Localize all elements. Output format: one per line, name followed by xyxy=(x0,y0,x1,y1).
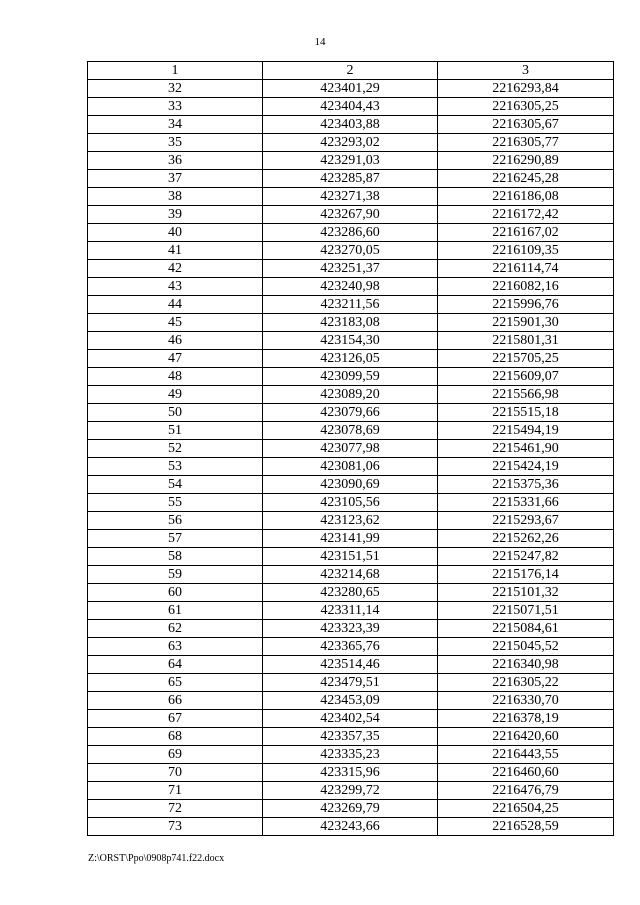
y-coordinate-cell: 2216528,59 xyxy=(438,818,614,836)
x-coordinate-cell: 423291,03 xyxy=(263,152,438,170)
table-row xyxy=(88,710,614,728)
table-row xyxy=(88,530,614,548)
x-coordinate-cell: 423271,38 xyxy=(263,188,438,206)
table-row xyxy=(88,764,614,782)
table-row xyxy=(88,440,614,458)
table-row xyxy=(88,422,614,440)
point-number-cell: 35 xyxy=(88,134,263,152)
x-coordinate-cell: 423243,66 xyxy=(263,818,438,836)
point-number-cell: 37 xyxy=(88,170,263,188)
x-coordinate-cell: 423141,99 xyxy=(263,530,438,548)
table-row xyxy=(88,134,614,152)
table-row xyxy=(88,350,614,368)
x-coordinate-cell: 423365,76 xyxy=(263,638,438,656)
point-number-cell: 54 xyxy=(88,476,263,494)
y-coordinate-cell: 2216172,42 xyxy=(438,206,614,224)
point-number-cell: 53 xyxy=(88,458,263,476)
point-number-cell: 32 xyxy=(88,80,263,98)
point-number-cell: 47 xyxy=(88,350,263,368)
coordinates-table xyxy=(87,61,614,836)
y-coordinate-cell: 2215101,32 xyxy=(438,584,614,602)
table-row xyxy=(88,116,614,134)
footer-file-path: Z:\ORST\Ppo\0908p741.f22.docx xyxy=(88,853,225,864)
point-number-cell: 40 xyxy=(88,224,263,242)
table-row xyxy=(88,620,614,638)
x-coordinate-cell: 423078,69 xyxy=(263,422,438,440)
table-row xyxy=(88,782,614,800)
table-row xyxy=(88,476,614,494)
y-coordinate-cell: 2216290,89 xyxy=(438,152,614,170)
x-coordinate-cell: 423323,39 xyxy=(263,620,438,638)
point-number-cell: 65 xyxy=(88,674,263,692)
point-number-cell: 52 xyxy=(88,440,263,458)
y-coordinate-cell: 2215424,19 xyxy=(438,458,614,476)
y-coordinate-cell: 2216305,25 xyxy=(438,98,614,116)
y-coordinate-cell: 2216186,08 xyxy=(438,188,614,206)
table-row xyxy=(88,656,614,674)
y-coordinate-cell: 2215262,26 xyxy=(438,530,614,548)
y-coordinate-cell: 2216476,79 xyxy=(438,782,614,800)
table-row xyxy=(88,386,614,404)
point-number-cell: 38 xyxy=(88,188,263,206)
table-body xyxy=(88,80,614,836)
y-coordinate-cell: 2216293,84 xyxy=(438,80,614,98)
y-coordinate-cell: 2216245,28 xyxy=(438,170,614,188)
point-number-cell: 71 xyxy=(88,782,263,800)
table-row xyxy=(88,260,614,278)
point-number-cell: 44 xyxy=(88,296,263,314)
y-coordinate-cell: 2215515,18 xyxy=(438,404,614,422)
table-row xyxy=(88,368,614,386)
y-coordinate-cell: 2215176,14 xyxy=(438,566,614,584)
x-coordinate-cell: 423123,62 xyxy=(263,512,438,530)
x-coordinate-cell: 423126,05 xyxy=(263,350,438,368)
x-coordinate-cell: 423402,54 xyxy=(263,710,438,728)
table-row xyxy=(88,206,614,224)
table-row xyxy=(88,332,614,350)
x-coordinate-cell: 423285,87 xyxy=(263,170,438,188)
point-number-cell: 67 xyxy=(88,710,263,728)
y-coordinate-cell: 2215375,36 xyxy=(438,476,614,494)
x-coordinate-cell: 423090,69 xyxy=(263,476,438,494)
table-row xyxy=(88,224,614,242)
x-coordinate-cell: 423105,56 xyxy=(263,494,438,512)
x-coordinate-cell: 423404,43 xyxy=(263,98,438,116)
x-coordinate-cell: 423183,08 xyxy=(263,314,438,332)
point-number-cell: 33 xyxy=(88,98,263,116)
point-number-cell: 60 xyxy=(88,584,263,602)
table-row xyxy=(88,152,614,170)
table-row xyxy=(88,296,614,314)
x-coordinate-cell: 423154,30 xyxy=(263,332,438,350)
table-row xyxy=(88,98,614,116)
y-coordinate-cell: 2215461,90 xyxy=(438,440,614,458)
table-row xyxy=(88,746,614,764)
table-row xyxy=(88,548,614,566)
point-number-cell: 56 xyxy=(88,512,263,530)
table-row xyxy=(88,512,614,530)
y-coordinate-cell: 2216305,67 xyxy=(438,116,614,134)
x-coordinate-cell: 423453,09 xyxy=(263,692,438,710)
point-number-cell: 72 xyxy=(88,800,263,818)
point-number-cell: 45 xyxy=(88,314,263,332)
page-number: 14 xyxy=(314,36,326,48)
point-number-cell: 64 xyxy=(88,656,263,674)
column-header-2: 2 xyxy=(263,62,438,80)
x-coordinate-cell: 423299,72 xyxy=(263,782,438,800)
table-row xyxy=(88,638,614,656)
table-row xyxy=(88,674,614,692)
x-coordinate-cell: 423240,98 xyxy=(263,278,438,296)
point-number-cell: 41 xyxy=(88,242,263,260)
table-row xyxy=(88,242,614,260)
point-number-cell: 70 xyxy=(88,764,263,782)
y-coordinate-cell: 2215801,31 xyxy=(438,332,614,350)
point-number-cell: 68 xyxy=(88,728,263,746)
y-coordinate-cell: 2215071,51 xyxy=(438,602,614,620)
point-number-cell: 50 xyxy=(88,404,263,422)
y-coordinate-cell: 2216340,98 xyxy=(438,656,614,674)
x-coordinate-cell: 423151,51 xyxy=(263,548,438,566)
table-row xyxy=(88,188,614,206)
table-row xyxy=(88,458,614,476)
y-coordinate-cell: 2215901,30 xyxy=(438,314,614,332)
y-coordinate-cell: 2215566,98 xyxy=(438,386,614,404)
y-coordinate-cell: 2216305,22 xyxy=(438,674,614,692)
x-coordinate-cell: 423211,56 xyxy=(263,296,438,314)
point-number-cell: 43 xyxy=(88,278,263,296)
table-row xyxy=(88,494,614,512)
point-number-cell: 58 xyxy=(88,548,263,566)
y-coordinate-cell: 2216420,60 xyxy=(438,728,614,746)
point-number-cell: 34 xyxy=(88,116,263,134)
x-coordinate-cell: 423269,79 xyxy=(263,800,438,818)
table-row xyxy=(88,278,614,296)
x-coordinate-cell: 423403,88 xyxy=(263,116,438,134)
point-number-cell: 57 xyxy=(88,530,263,548)
table-row xyxy=(88,584,614,602)
point-number-cell: 62 xyxy=(88,620,263,638)
point-number-cell: 59 xyxy=(88,566,263,584)
x-coordinate-cell: 423311,14 xyxy=(263,602,438,620)
point-number-cell: 55 xyxy=(88,494,263,512)
point-number-cell: 42 xyxy=(88,260,263,278)
y-coordinate-cell: 2215293,67 xyxy=(438,512,614,530)
y-coordinate-cell: 2215494,19 xyxy=(438,422,614,440)
x-coordinate-cell: 423081,06 xyxy=(263,458,438,476)
point-number-cell: 51 xyxy=(88,422,263,440)
point-number-cell: 73 xyxy=(88,818,263,836)
x-coordinate-cell: 423286,60 xyxy=(263,224,438,242)
table-row xyxy=(88,602,614,620)
point-number-cell: 49 xyxy=(88,386,263,404)
table-row xyxy=(88,692,614,710)
y-coordinate-cell: 2215609,07 xyxy=(438,368,614,386)
table-row xyxy=(88,80,614,98)
y-coordinate-cell: 2215045,52 xyxy=(438,638,614,656)
point-number-cell: 63 xyxy=(88,638,263,656)
x-coordinate-cell: 423267,90 xyxy=(263,206,438,224)
table-row xyxy=(88,800,614,818)
y-coordinate-cell: 2215247,82 xyxy=(438,548,614,566)
column-header-3: 3 xyxy=(438,62,614,80)
table-header-row xyxy=(88,62,614,80)
y-coordinate-cell: 2216504,25 xyxy=(438,800,614,818)
x-coordinate-cell: 423335,23 xyxy=(263,746,438,764)
point-number-cell: 66 xyxy=(88,692,263,710)
y-coordinate-cell: 2216378,19 xyxy=(438,710,614,728)
x-coordinate-cell: 423479,51 xyxy=(263,674,438,692)
y-coordinate-cell: 2216443,55 xyxy=(438,746,614,764)
point-number-cell: 48 xyxy=(88,368,263,386)
x-coordinate-cell: 423079,66 xyxy=(263,404,438,422)
x-coordinate-cell: 423251,37 xyxy=(263,260,438,278)
point-number-cell: 36 xyxy=(88,152,263,170)
table-row xyxy=(88,314,614,332)
x-coordinate-cell: 423293,02 xyxy=(263,134,438,152)
y-coordinate-cell: 2216305,77 xyxy=(438,134,614,152)
point-number-cell: 69 xyxy=(88,746,263,764)
y-coordinate-cell: 2216114,74 xyxy=(438,260,614,278)
x-coordinate-cell: 423077,98 xyxy=(263,440,438,458)
y-coordinate-cell: 2216330,70 xyxy=(438,692,614,710)
x-coordinate-cell: 423357,35 xyxy=(263,728,438,746)
x-coordinate-cell: 423089,20 xyxy=(263,386,438,404)
y-coordinate-cell: 2215996,76 xyxy=(438,296,614,314)
y-coordinate-cell: 2216109,35 xyxy=(438,242,614,260)
x-coordinate-cell: 423315,96 xyxy=(263,764,438,782)
y-coordinate-cell: 2216460,60 xyxy=(438,764,614,782)
column-header-1: 1 xyxy=(88,62,263,80)
x-coordinate-cell: 423099,59 xyxy=(263,368,438,386)
table-row xyxy=(88,404,614,422)
point-number-cell: 61 xyxy=(88,602,263,620)
table-row xyxy=(88,566,614,584)
point-number-cell: 39 xyxy=(88,206,263,224)
x-coordinate-cell: 423214,68 xyxy=(263,566,438,584)
x-coordinate-cell: 423280,65 xyxy=(263,584,438,602)
point-number-cell: 46 xyxy=(88,332,263,350)
x-coordinate-cell: 423270,05 xyxy=(263,242,438,260)
y-coordinate-cell: 2215705,25 xyxy=(438,350,614,368)
y-coordinate-cell: 2216082,16 xyxy=(438,278,614,296)
table-row xyxy=(88,170,614,188)
x-coordinate-cell: 423401,29 xyxy=(263,80,438,98)
table-row xyxy=(88,728,614,746)
y-coordinate-cell: 2216167,02 xyxy=(438,224,614,242)
y-coordinate-cell: 2215331,66 xyxy=(438,494,614,512)
y-coordinate-cell: 2215084,61 xyxy=(438,620,614,638)
x-coordinate-cell: 423514,46 xyxy=(263,656,438,674)
table-row xyxy=(88,818,614,836)
